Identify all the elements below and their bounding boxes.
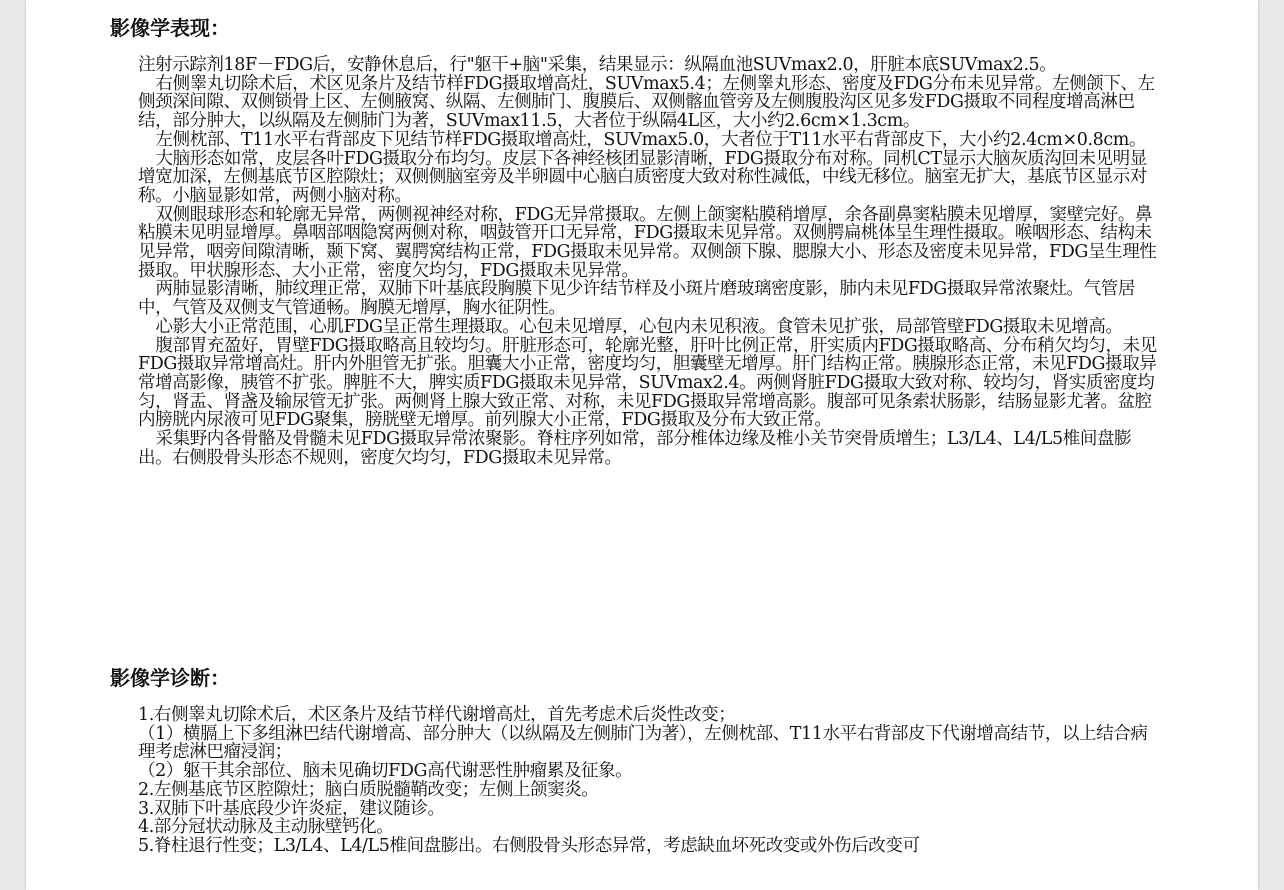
report-page: [26, 0, 1258, 890]
findings-paragraph: 腹部胃充盈好，胃壁FDG摄取略高且较均匀。肝脏形态可，轮廓光整，肝叶比例正常，肝实质内FDG摄取略高、分布稍欠均匀，未见FDG摄取异常增高灶。肝内外胆管无扩张。胆囊大小正常，密度均匀，胆囊壁无增厚。肝门结构正常。胰腺形态正常，未见FDG摄取异常增高影像，胰管不扩张。脾脏不大，脾实质FDG摄取未见异常，SUVmax2.4。两侧肾脏FDG摄取大致对称、较均匀，肾实质密度均匀，肾盂、肾盏及输尿管无扩张。两侧肾上腺大致正常、对称，未见FDG摄取异常增高影。腹部可见条索状肠影，结肠显影尤著。盆腔内膀胱内尿液可见FDG聚集，膀胱壁无增厚。前列腺大小正常，FDG摄取及分布大致正常。: [138, 335, 1157, 431]
diagnosis-section: [138, 706, 1158, 856]
findings-paragraph: 心影大小正常范围，心肌FDG呈正常生理摄取。心包未见增厚，心包内未见积液。食管未见扩张，局部管壁FDG摄取未见增高。: [155, 316, 1123, 337]
diagnosis-item: 2.左侧基底节区腔隙灶；脑白质脱髓鞘改变；左侧上颌窦炎。: [138, 779, 599, 800]
findings-paragraph: 左侧枕部、T11水平右背部皮下见结节样FDG摄取增高灶，SUVmax5.0，大者位于T11水平右背部皮下，大小约2.4cm×0.8cm。: [155, 129, 1147, 150]
findings-paragraph: 采集野内各骨骼及骨髓未见FDG摄取异常浓聚影。脊柱序列如常，部分椎体边缘及椎小关节突骨质增生；L3/L4、L4/L5椎间盘膨出。右侧股骨头形态不规则，密度欠均匀，FDG摄取未见异常。: [138, 429, 1132, 468]
findings-paragraph: 注射示踪剂18F－FDG后，安静休息后，行"躯干+脑"采集，结果显示：纵隔血池SUVmax2.0，肝脏本底SUVmax2.5。: [138, 55, 1057, 75]
diagnosis-item: 5.脊柱退行性变；L3/L4、L4/L5椎间盘膨出。右侧股骨头形态异常，考虑缺血坏死改变或外伤后改变可: [138, 835, 920, 856]
diagnosis-item: 4.部分冠状动脉及主动脉壁钙化。: [138, 817, 394, 838]
diagnosis-heading: 影像学诊断：: [110, 666, 230, 690]
findings-paragraph: 两肺显影清晰，肺纹理正常，双肺下叶基底段胸膜下见少许结节样及小斑片磨玻璃密度影，肺内未见FDG摄取异常浓聚灶。气管居中，气管及双侧支气管通畅。胸膜无增厚，胸水征阴性。: [138, 279, 1135, 319]
diagnosis-subitem: （2）躯干其余部位、脑未见确切FDG高代谢恶性肿瘤累及征象。: [138, 761, 633, 782]
findings-section: [138, 56, 1158, 467]
findings-paragraph: 大脑形态如常，皮层各叶FDG摄取分布均匀。皮层下各神经核团显影清晰，FDG摄取分布对称。同机CT显示大脑灰质沟回未见明显增宽加深，左侧基底节区腔隙灶；双侧侧脑室旁及半卵圆中心脑白质密度大致对称性减低，中线无移位。脑室无扩大，基底节区显示对称。小脑显影如常，两侧小脑对称。: [138, 148, 1147, 206]
diagnosis-item: 3.双肺下叶基底段少许炎症，建议随诊。: [138, 798, 445, 819]
diagnosis-item: 1.右侧睾丸切除术后，术区条片及结节样代谢增高灶，首先考虑术后炎性改变；: [138, 705, 736, 725]
diagnosis-subitem: （1）横膈上下多组淋巴结代谢增高、部分肿大（以纵隔及左侧肺门为著），左侧枕部、T11水平右背部皮下代谢增高结节，以上结合病理考虑淋巴瘤浸润；: [138, 723, 1148, 763]
findings-paragraph: 双侧眼球形态和轮廓无异常，两侧视神经对称，FDG无异常摄取。左侧上颌窦粘膜稍增厚，余各副鼻窦粘膜未见增厚，窦壁完好。鼻粘膜未见明显增厚。鼻咽部咽隐窝两侧对称，咽鼓管开口无异常，FDG摄取未见异常。双侧腭扁桃体呈生理性摄取。喉咽形态、结构未见异常，咽旁间隙清晰，颞下窝、翼腭窝结构正常，FDG摄取未见异常。双侧颌下腺、腮腺大小、形态及密度未见异常，FDG呈生理性摄取。甲状腺形态、大小正常，密度欠均匀，FDG摄取未见异常。: [138, 204, 1157, 281]
findings-paragraph: 右侧睾丸切除术后，术区见条片及结节样FDG摄取增高灶，SUVmax5.4；左侧睾丸形态、密度及FDG分布未见异常。左侧颌下、左侧颈深间隙、双侧锁骨上区、左侧腋窝、纵隔、左侧肺门、腹膜后、双侧髂血管旁及左侧腹股沟区见多发FDG摄取不同程度增高淋巴结，部分肿大，以纵隔及左侧肺门为著，SUVmax11.5，大者位于纵隔4L区，大小约2.6cm×1.3cm。: [138, 73, 1155, 132]
findings-heading: 影像学表现：: [110, 16, 230, 40]
